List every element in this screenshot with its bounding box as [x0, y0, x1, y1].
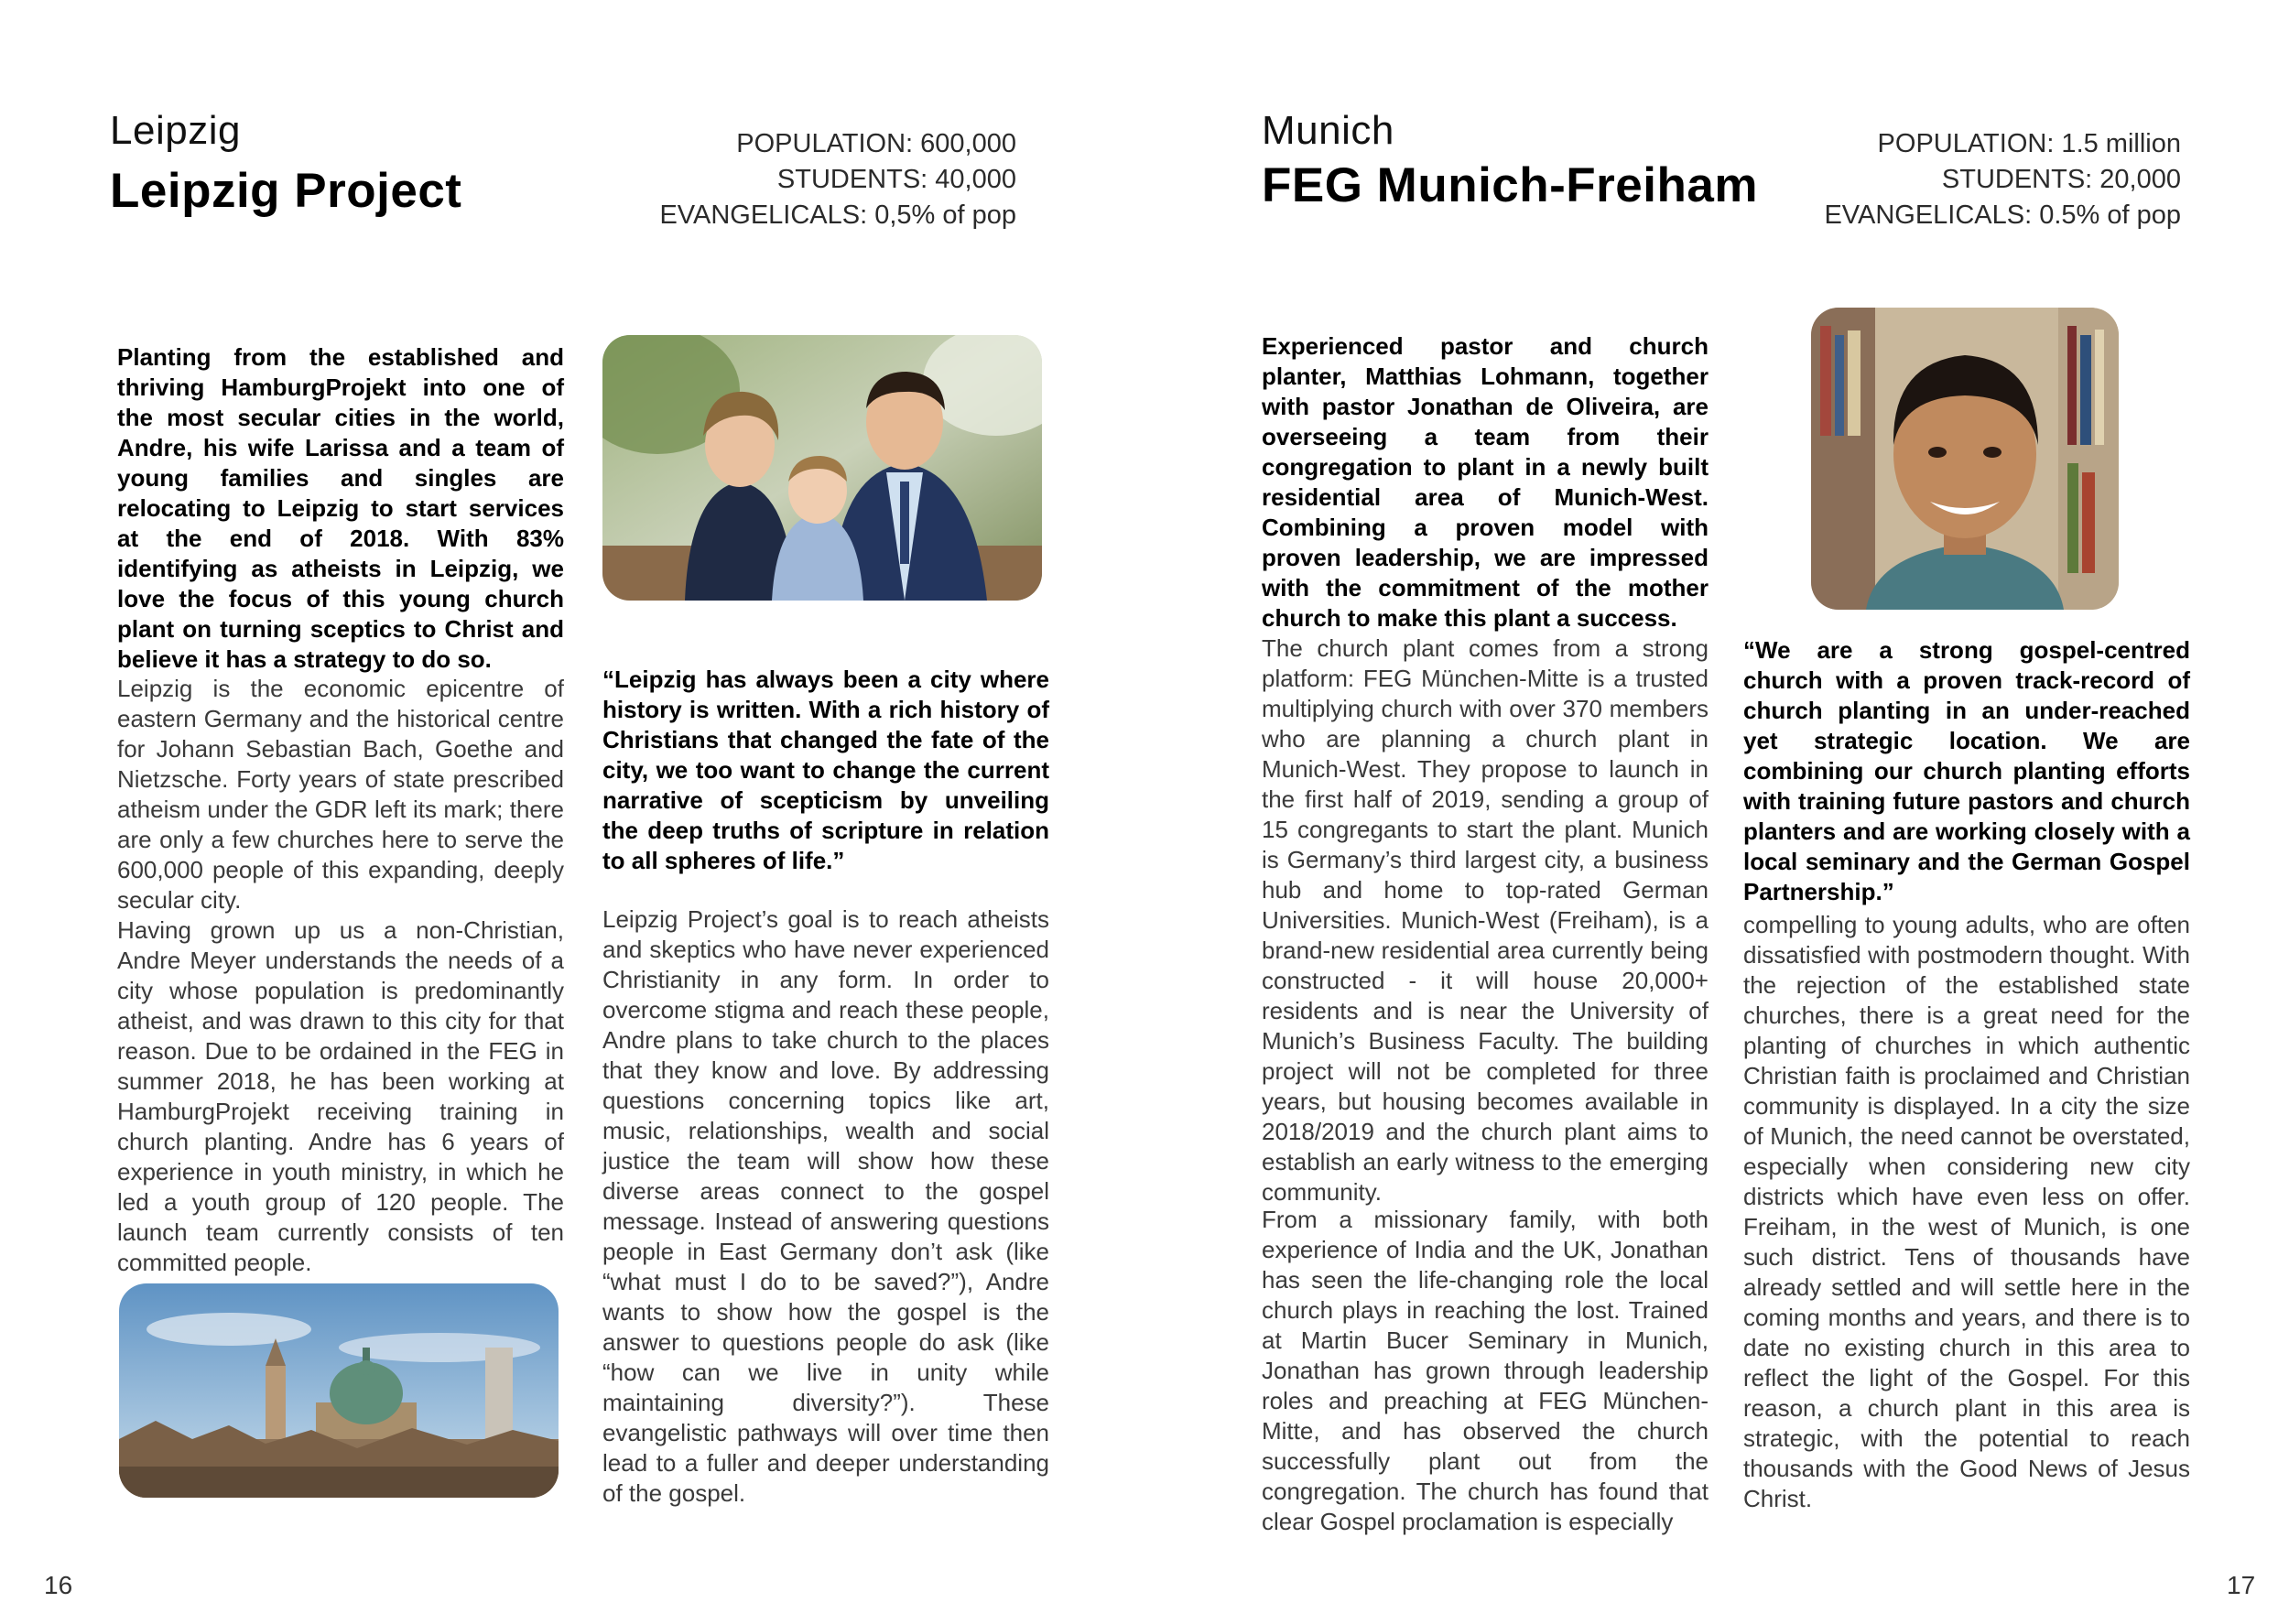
left-city-label: Leipzig — [110, 108, 241, 153]
family-photo-graphic — [602, 335, 1042, 601]
left-students: STUDENTS: 40,000 — [776, 165, 1016, 194]
right-para-jonathan: From a missionary family, with both experience of India and the UK, Jonathan has seen the life-changing role the local church plays in reaching the lost. Trained at Martin Bucer Seminary in Munich, Jonathan has grown through leadership roles and preaching at FEG München-Mitte, and has observed the church successfully plant out from the congregation. The church has found that clear Gospel proclamation is especially — [1262, 1206, 1709, 1535]
right-project-title: FEG Munich-Freiham — [1262, 158, 1758, 212]
leipzig-skyline-photo — [119, 1283, 559, 1498]
right-evangelicals: EVANGELICALS: 0.5% of pop — [1824, 200, 2181, 230]
right-intro: Experienced pastor and church planter, Matthias Lohmann, together with pastor Jonathan de Oliveira, are overseeing a team from their congregation to plant in a newly built residential area of Munich-West. Combining a proven model with proven leadership, we are impressed with the commitment of the mother church to make this plant a success. — [1262, 332, 1709, 632]
left-para-andre: Having grown up us a non-Christian, Andre Meyer understands the needs of a city whose population is predominantly atheist, and was drawn to this city for that reason. Due to be ordained in the FEG in summer 2018, he has been working at HamburgProjekt receiving training in church planting. Andre has 6 years of experience in youth ministry, in which he led a youth group of 120 people. The launch team currently consists of ten committed people. — [117, 916, 564, 1276]
left-evangelicals: EVANGELICALS: 0,5% of pop — [659, 200, 1016, 230]
right-stats — [1824, 126, 2181, 233]
jonathan-portrait-graphic — [1811, 308, 2119, 610]
leipzig-skyline-graphic — [119, 1283, 559, 1498]
right-city-label: Munich — [1262, 108, 1394, 153]
left-stats — [659, 126, 1016, 233]
right-para-platform: The church plant comes from a strong platform: FEG München-Mitte is a trusted multiplying church with over 370 members who are planning a church plant in Munich-West. They propose to launch in the first half of 2019, sending a group of 15 congregants to start the plant. Munich is Germany’s third largest city, a business hub and home to top-rated German Universities. Munich-West (Freiham), is a brand-new residential area currently being constructed - it will house 20,000+ residents and is near the University of Munich’s Business Faculty. The building project will not be completed for three years, but housing becomes available in 2018/2019 and the church plant aims to establish an early witness to the emerging community. — [1262, 634, 1709, 1206]
left-population: POPULATION: 600,000 — [736, 129, 1016, 158]
left-quote: “Leipzig has always been a city where history is written. With a rich history of Christians that changed the fate of the city, we too want to change the current narrative of scepticism by unveiling the deep truths of scripture in relation to all spheres of life.” — [602, 666, 1049, 874]
left-para-goal: Leipzig Project’s goal is to reach atheists and skeptics who have never experienced Christianity in any form. In order to overcome stigma and reach these people, Andre plans to take church to the places that they know and love. By addressing questions concerning topics like art, music, relationships, wealth and social justice the team will show how these diverse areas connect to the gospel message. Instead of answering questions people in East Germany don’t ask (like “what must I do to be saved?”), Andre wants to show how the gospel is the answer to questions people do ask (like “how can we live in unity while maintaining diversity?”). These evangelistic pathways will over time then lead to a fuller and deeper understanding of the gospel. — [602, 905, 1049, 1507]
right-page-number: 17 — [2227, 1571, 2256, 1599]
right-para-freiham: compelling to young adults, who are often dissatisfied with postmodern thought. With the rejection of the established state churches, there is a great need for the planting of churches in which authentic Christian faith is proclaimed and Christian community is displayed. In a city the size of Munich, the need cannot be overstated, especially when considering new city districts which have even less on offer. Freiham, in the west of Munich, is one such district. Tens of thousands have already settled and will settle here in the coming months and years, and there is to date no existing church in this area to reflect the light of the Gospel. For this reason, a church plant in this area is strategic, with the potential to reach thousands with the Good News of Jesus Christ. — [1743, 911, 2190, 1512]
left-project-title: Leipzig Project — [110, 164, 462, 218]
left-page-number: 16 — [44, 1571, 73, 1599]
right-students: STUDENTS: 20,000 — [1941, 165, 2181, 194]
family-photo — [602, 335, 1042, 601]
left-intro: Planting from the established and thriving HamburgProjekt into one of the most secular cities in the world, Andre, his wife Larissa and a team of young families and singles are relocating to Leipzig to start services at the end of 2018. With 83% identifying as atheists in Leipzig, we love the focus of this young church plant on turning sceptics to Christ and believe it has a strategy to do so. — [117, 343, 564, 673]
right-population: POPULATION: 1.5 million — [1877, 129, 2181, 158]
right-quote: “We are a strong gospel-centred church with a proven track-record of church planting in an under-reached yet strategic location. We are combining our church planting efforts with training future pastors and church planters and are working closely with a local seminary and the German Gospel Partnership.” — [1743, 636, 2190, 905]
left-para-history: Leipzig is the economic epicentre of eastern Germany and the historical centre for Johann Sebastian Bach, Goethe and Nietzsche. Forty years of state prescribed atheism under the GDR left its mark; there are only a few churches here to serve the 600,000 people of this expanding, deeply secular city. — [117, 675, 564, 914]
jonathan-portrait-photo — [1811, 308, 2119, 610]
